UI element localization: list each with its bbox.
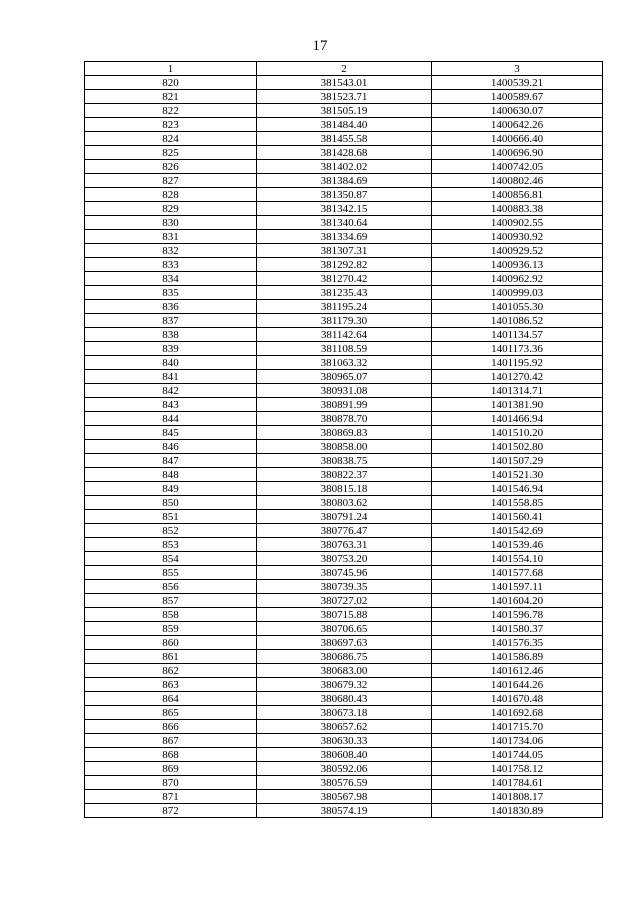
x-coordinate-cell: 380608.40 (257, 748, 432, 762)
point-number-cell: 866 (85, 720, 257, 734)
point-number-cell: 833 (85, 258, 257, 272)
y-coordinate-cell: 1401612.46 (432, 664, 603, 678)
y-coordinate-cell: 1401692.68 (432, 706, 603, 720)
table-row (85, 440, 603, 454)
point-number-cell: 870 (85, 776, 257, 790)
y-coordinate-cell: 1401554.10 (432, 552, 603, 566)
column-header-3: 3 (432, 62, 603, 76)
table-row (85, 510, 603, 524)
x-coordinate-cell: 381195.24 (257, 300, 432, 314)
table-row (85, 216, 603, 230)
y-coordinate-cell: 1401270.42 (432, 370, 603, 384)
table-row (85, 552, 603, 566)
x-coordinate-cell: 381179.30 (257, 314, 432, 328)
table-row (85, 230, 603, 244)
y-coordinate-cell: 1401542.69 (432, 524, 603, 538)
x-coordinate-cell: 381342.15 (257, 202, 432, 216)
table-row (85, 678, 603, 692)
x-coordinate-cell: 380686.75 (257, 650, 432, 664)
table-row (85, 804, 603, 818)
y-coordinate-cell: 1401580.37 (432, 622, 603, 636)
x-coordinate-cell: 380630.33 (257, 734, 432, 748)
y-coordinate-cell: 1401577.68 (432, 566, 603, 580)
x-coordinate-cell: 381235.43 (257, 286, 432, 300)
column-header-2: 2 (257, 62, 432, 76)
x-coordinate-cell: 380745.96 (257, 566, 432, 580)
x-coordinate-cell: 380965.07 (257, 370, 432, 384)
point-number-cell: 824 (85, 132, 257, 146)
table-row (85, 146, 603, 160)
point-number-cell: 845 (85, 426, 257, 440)
y-coordinate-cell: 1400539.21 (432, 76, 603, 90)
x-coordinate-cell: 380838.75 (257, 454, 432, 468)
point-number-cell: 821 (85, 90, 257, 104)
table-row (85, 790, 603, 804)
y-coordinate-cell: 1401466.94 (432, 412, 603, 426)
y-coordinate-cell: 1401597.11 (432, 580, 603, 594)
point-number-cell: 859 (85, 622, 257, 636)
y-coordinate-cell: 1400929.52 (432, 244, 603, 258)
point-number-cell: 827 (85, 174, 257, 188)
x-coordinate-cell: 380931.08 (257, 384, 432, 398)
y-coordinate-cell: 1400962.92 (432, 272, 603, 286)
table-row (85, 328, 603, 342)
y-coordinate-cell: 1401670.48 (432, 692, 603, 706)
x-coordinate-cell: 380753.20 (257, 552, 432, 566)
x-coordinate-cell: 380869.83 (257, 426, 432, 440)
x-coordinate-cell: 380657.62 (257, 720, 432, 734)
x-coordinate-cell: 380815.18 (257, 482, 432, 496)
table-row (85, 580, 603, 594)
y-coordinate-cell: 1401808.17 (432, 790, 603, 804)
x-coordinate-cell: 381108.59 (257, 342, 432, 356)
table-row (85, 538, 603, 552)
table-row (85, 692, 603, 706)
point-number-cell: 846 (85, 440, 257, 454)
point-number-cell: 872 (85, 804, 257, 818)
table-row (85, 174, 603, 188)
y-coordinate-cell: 1400666.40 (432, 132, 603, 146)
table-row (85, 566, 603, 580)
x-coordinate-cell: 381402.02 (257, 160, 432, 174)
y-coordinate-cell: 1401539.46 (432, 538, 603, 552)
point-number-cell: 838 (85, 328, 257, 342)
point-number-cell: 841 (85, 370, 257, 384)
point-number-cell: 850 (85, 496, 257, 510)
y-coordinate-cell: 1400902.55 (432, 216, 603, 230)
y-coordinate-cell: 1401734.06 (432, 734, 603, 748)
table-row (85, 132, 603, 146)
y-coordinate-cell: 1401560.41 (432, 510, 603, 524)
point-number-cell: 848 (85, 468, 257, 482)
x-coordinate-cell: 380683.00 (257, 664, 432, 678)
point-number-cell: 871 (85, 790, 257, 804)
x-coordinate-cell: 380727.02 (257, 594, 432, 608)
y-coordinate-cell: 1401507.29 (432, 454, 603, 468)
y-coordinate-cell: 1401586.89 (432, 650, 603, 664)
y-coordinate-cell: 1401134.57 (432, 328, 603, 342)
point-number-cell: 831 (85, 230, 257, 244)
x-coordinate-cell: 380576.59 (257, 776, 432, 790)
table-row (85, 720, 603, 734)
x-coordinate-cell: 381384.69 (257, 174, 432, 188)
point-number-cell: 843 (85, 398, 257, 412)
y-coordinate-cell: 1400999.03 (432, 286, 603, 300)
y-coordinate-cell: 1401510.20 (432, 426, 603, 440)
point-number-cell: 834 (85, 272, 257, 286)
x-coordinate-cell: 380776.47 (257, 524, 432, 538)
x-coordinate-cell: 381063.32 (257, 356, 432, 370)
y-coordinate-cell: 1401086.52 (432, 314, 603, 328)
x-coordinate-cell: 380878.70 (257, 412, 432, 426)
table-row (85, 160, 603, 174)
point-number-cell: 826 (85, 160, 257, 174)
y-coordinate-cell: 1401576.35 (432, 636, 603, 650)
x-coordinate-cell: 380715.88 (257, 608, 432, 622)
table-row (85, 468, 603, 482)
table-row (85, 188, 603, 202)
x-coordinate-cell: 380706.65 (257, 622, 432, 636)
y-coordinate-cell: 1400630.07 (432, 104, 603, 118)
point-number-cell: 832 (85, 244, 257, 258)
table-row (85, 734, 603, 748)
x-coordinate-cell: 380791.24 (257, 510, 432, 524)
table-row (85, 706, 603, 720)
table-row (85, 286, 603, 300)
table-row (85, 272, 603, 286)
table-row (85, 524, 603, 538)
table-row (85, 622, 603, 636)
y-coordinate-cell: 1401715.70 (432, 720, 603, 734)
table-row (85, 300, 603, 314)
table-row (85, 244, 603, 258)
x-coordinate-cell: 381307.31 (257, 244, 432, 258)
point-number-cell: 847 (85, 454, 257, 468)
table-row (85, 384, 603, 398)
point-number-cell: 836 (85, 300, 257, 314)
y-coordinate-cell: 1401314.71 (432, 384, 603, 398)
y-coordinate-cell: 1401381.90 (432, 398, 603, 412)
x-coordinate-cell: 381142.64 (257, 328, 432, 342)
x-coordinate-cell: 381334.69 (257, 230, 432, 244)
page-number: 17 (312, 38, 328, 54)
table-row (85, 398, 603, 412)
x-coordinate-cell: 380567.98 (257, 790, 432, 804)
point-number-cell: 825 (85, 146, 257, 160)
x-coordinate-cell: 381523.71 (257, 90, 432, 104)
table-row (85, 650, 603, 664)
x-coordinate-cell: 380822.37 (257, 468, 432, 482)
x-coordinate-cell: 381350.87 (257, 188, 432, 202)
point-number-cell: 837 (85, 314, 257, 328)
table-body (85, 76, 603, 818)
y-coordinate-cell: 1400930.92 (432, 230, 603, 244)
point-number-cell: 862 (85, 664, 257, 678)
x-coordinate-cell: 380574.19 (257, 804, 432, 818)
table-row (85, 104, 603, 118)
y-coordinate-cell: 1401502.80 (432, 440, 603, 454)
y-coordinate-cell: 1400696.90 (432, 146, 603, 160)
point-number-cell: 864 (85, 692, 257, 706)
y-coordinate-cell: 1400802.46 (432, 174, 603, 188)
point-number-cell: 854 (85, 552, 257, 566)
point-number-cell: 867 (85, 734, 257, 748)
point-number-cell: 822 (85, 104, 257, 118)
y-coordinate-cell: 1401744.05 (432, 748, 603, 762)
x-coordinate-cell: 381455.58 (257, 132, 432, 146)
x-coordinate-cell: 381292.82 (257, 258, 432, 272)
x-coordinate-cell: 380858.00 (257, 440, 432, 454)
y-coordinate-cell: 1401558.85 (432, 496, 603, 510)
header-row (85, 62, 603, 76)
y-coordinate-cell: 1401596.78 (432, 608, 603, 622)
y-coordinate-cell: 1401055.30 (432, 300, 603, 314)
point-number-cell: 840 (85, 356, 257, 370)
x-coordinate-cell: 380803.62 (257, 496, 432, 510)
y-coordinate-cell: 1401173.36 (432, 342, 603, 356)
table-row (85, 608, 603, 622)
table-row (85, 258, 603, 272)
table-row (85, 118, 603, 132)
table-row (85, 356, 603, 370)
table-row (85, 202, 603, 216)
point-number-cell: 842 (85, 384, 257, 398)
y-coordinate-cell: 1400856.81 (432, 188, 603, 202)
y-coordinate-cell: 1400883.38 (432, 202, 603, 216)
point-number-cell: 860 (85, 636, 257, 650)
y-coordinate-cell: 1400642.26 (432, 118, 603, 132)
x-coordinate-cell: 380680.43 (257, 692, 432, 706)
coordinates-table (84, 61, 603, 818)
y-coordinate-cell: 1401644.26 (432, 678, 603, 692)
table-row (85, 370, 603, 384)
y-coordinate-cell: 1400589.67 (432, 90, 603, 104)
table-row (85, 454, 603, 468)
point-number-cell: 856 (85, 580, 257, 594)
x-coordinate-cell: 380739.35 (257, 580, 432, 594)
table-row (85, 748, 603, 762)
point-number-cell: 861 (85, 650, 257, 664)
table-row (85, 762, 603, 776)
table-row (85, 412, 603, 426)
y-coordinate-cell: 1401546.94 (432, 482, 603, 496)
table-row (85, 636, 603, 650)
point-number-cell: 857 (85, 594, 257, 608)
point-number-cell: 851 (85, 510, 257, 524)
table-row (85, 594, 603, 608)
table-row (85, 426, 603, 440)
y-coordinate-cell: 1400936.13 (432, 258, 603, 272)
y-coordinate-cell: 1401195.92 (432, 356, 603, 370)
x-coordinate-cell: 380763.31 (257, 538, 432, 552)
point-number-cell: 852 (85, 524, 257, 538)
table-row (85, 664, 603, 678)
point-number-cell: 868 (85, 748, 257, 762)
point-number-cell: 855 (85, 566, 257, 580)
table-row (85, 776, 603, 790)
table-header (85, 62, 603, 76)
point-number-cell: 828 (85, 188, 257, 202)
point-number-cell: 839 (85, 342, 257, 356)
y-coordinate-cell: 1400742.05 (432, 160, 603, 174)
table-row (85, 76, 603, 90)
point-number-cell: 844 (85, 412, 257, 426)
x-coordinate-cell: 381543.01 (257, 76, 432, 90)
x-coordinate-cell: 381340.64 (257, 216, 432, 230)
y-coordinate-cell: 1401758.12 (432, 762, 603, 776)
table-row (85, 482, 603, 496)
point-number-cell: 829 (85, 202, 257, 216)
point-number-cell: 869 (85, 762, 257, 776)
column-header-1: 1 (85, 62, 257, 76)
point-number-cell: 820 (85, 76, 257, 90)
point-number-cell: 830 (85, 216, 257, 230)
table-row (85, 90, 603, 104)
point-number-cell: 865 (85, 706, 257, 720)
table-row (85, 496, 603, 510)
point-number-cell: 863 (85, 678, 257, 692)
point-number-cell: 858 (85, 608, 257, 622)
x-coordinate-cell: 381428.68 (257, 146, 432, 160)
y-coordinate-cell: 1401604.20 (432, 594, 603, 608)
x-coordinate-cell: 380697.63 (257, 636, 432, 650)
x-coordinate-cell: 381484.40 (257, 118, 432, 132)
point-number-cell: 835 (85, 286, 257, 300)
x-coordinate-cell: 380592.06 (257, 762, 432, 776)
table-row (85, 342, 603, 356)
y-coordinate-cell: 1401784.61 (432, 776, 603, 790)
x-coordinate-cell: 380679.32 (257, 678, 432, 692)
y-coordinate-cell: 1401521.30 (432, 468, 603, 482)
x-coordinate-cell: 381270.42 (257, 272, 432, 286)
y-coordinate-cell: 1401830.89 (432, 804, 603, 818)
point-number-cell: 849 (85, 482, 257, 496)
x-coordinate-cell: 380673.18 (257, 706, 432, 720)
table-row (85, 314, 603, 328)
x-coordinate-cell: 381505.19 (257, 104, 432, 118)
point-number-cell: 853 (85, 538, 257, 552)
point-number-cell: 823 (85, 118, 257, 132)
x-coordinate-cell: 380891.99 (257, 398, 432, 412)
